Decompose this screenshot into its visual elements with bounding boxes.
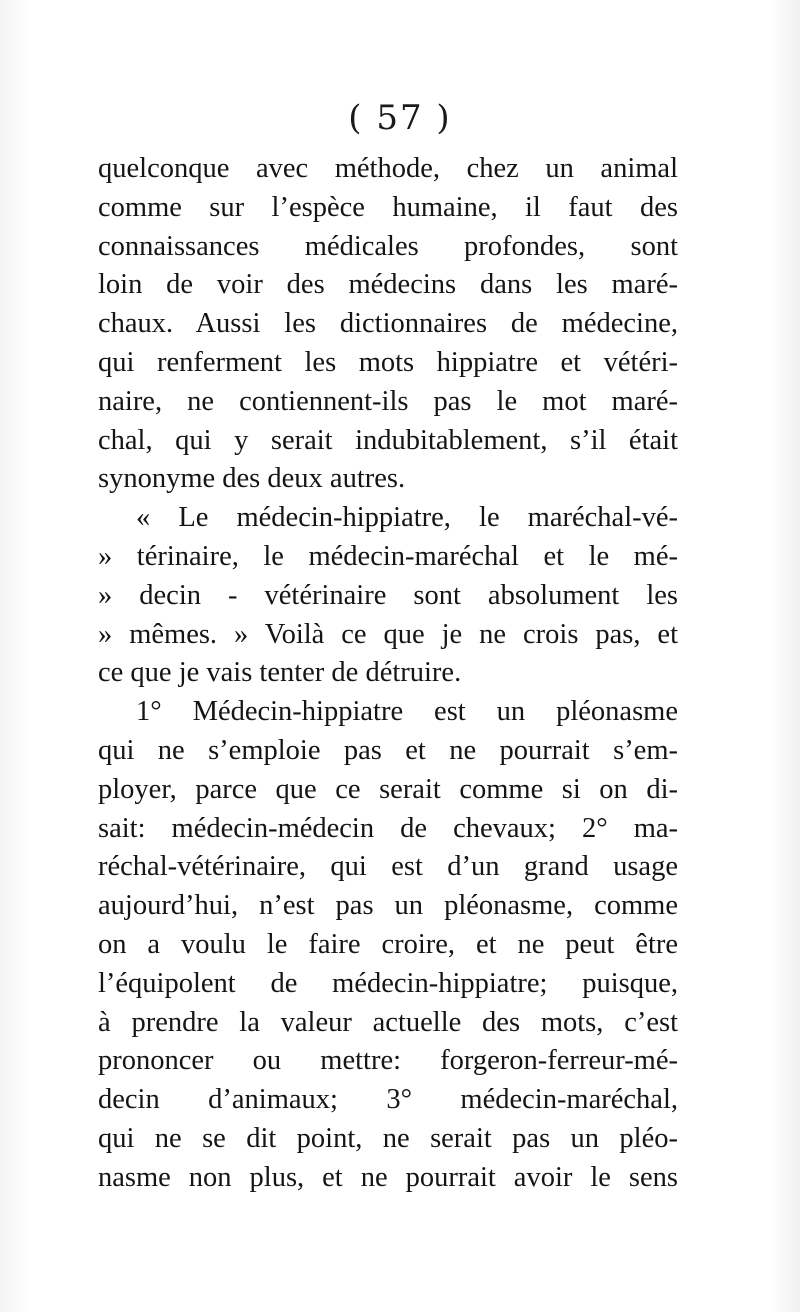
text-line: ployer, parce que ce serait comme si on di- — [98, 773, 678, 805]
text-line: l’équipolent de médecin-hippiatre; puisque, — [98, 967, 678, 999]
text-line: chal, qui y serait indubitablement, s’il était — [98, 424, 678, 456]
text-line: ce que je vais tenter de détruire. — [98, 657, 462, 689]
text-line: synonyme des deux autres. — [98, 463, 406, 495]
text-line: » térinaire, le médecin-maréchal et le mé- — [98, 540, 678, 572]
text-line: connaissances médicales profondes, sont — [98, 230, 678, 262]
text-line: » decin - vétérinaire sont absolument les — [98, 579, 678, 611]
page-number: ( 57 ) — [348, 98, 452, 138]
text-line: aujourd’hui, n’est pas un pléonasme, comme — [98, 890, 678, 922]
text-line: chaux. Aussi les dictionnaires de médecine, — [98, 308, 678, 340]
text-line: 1° Médecin-hippiatre est un pléonasme — [136, 696, 678, 728]
text-line: decin d’animaux; 3° médecin-maréchal, — [98, 1084, 678, 1116]
text-line: naire, ne contiennent-ils pas le mot maré- — [98, 385, 678, 417]
text-line: qui renferment les mots hippiatre et vétéri- — [98, 346, 678, 378]
text-line: qui ne se dit point, ne serait pas un pléo- — [98, 1122, 678, 1154]
body-text — [98, 150, 678, 1198]
text-line: prononcer ou mettre: forgeron-ferreur-mé- — [98, 1045, 678, 1077]
text-line: réchal-vétérinaire, qui est d’un grand usage — [98, 851, 678, 883]
text-line: qui ne s’emploie pas et ne pourrait s’em- — [98, 734, 678, 766]
text-line: on a voulu le faire croire, et ne peut être — [98, 928, 678, 960]
text-line: loin de voir des médecins dans les maré- — [98, 269, 678, 301]
text-line: nasme non plus, et ne pourrait avoir le sens — [98, 1161, 678, 1193]
text-line: quelconque avec méthode, chez un animal — [98, 153, 678, 184]
text-line: à prendre la valeur actuelle des mots, c’est — [98, 1006, 678, 1038]
text-line: sait: médecin-médecin de chevaux; 2° ma- — [98, 812, 678, 844]
text-line: » mêmes. » Voilà ce que je ne crois pas, et — [98, 618, 678, 650]
text-line: « Le médecin-hippiatre, le maréchal-vé- — [136, 502, 678, 534]
text-line: comme sur l’espèce humaine, il faut des — [98, 191, 678, 223]
